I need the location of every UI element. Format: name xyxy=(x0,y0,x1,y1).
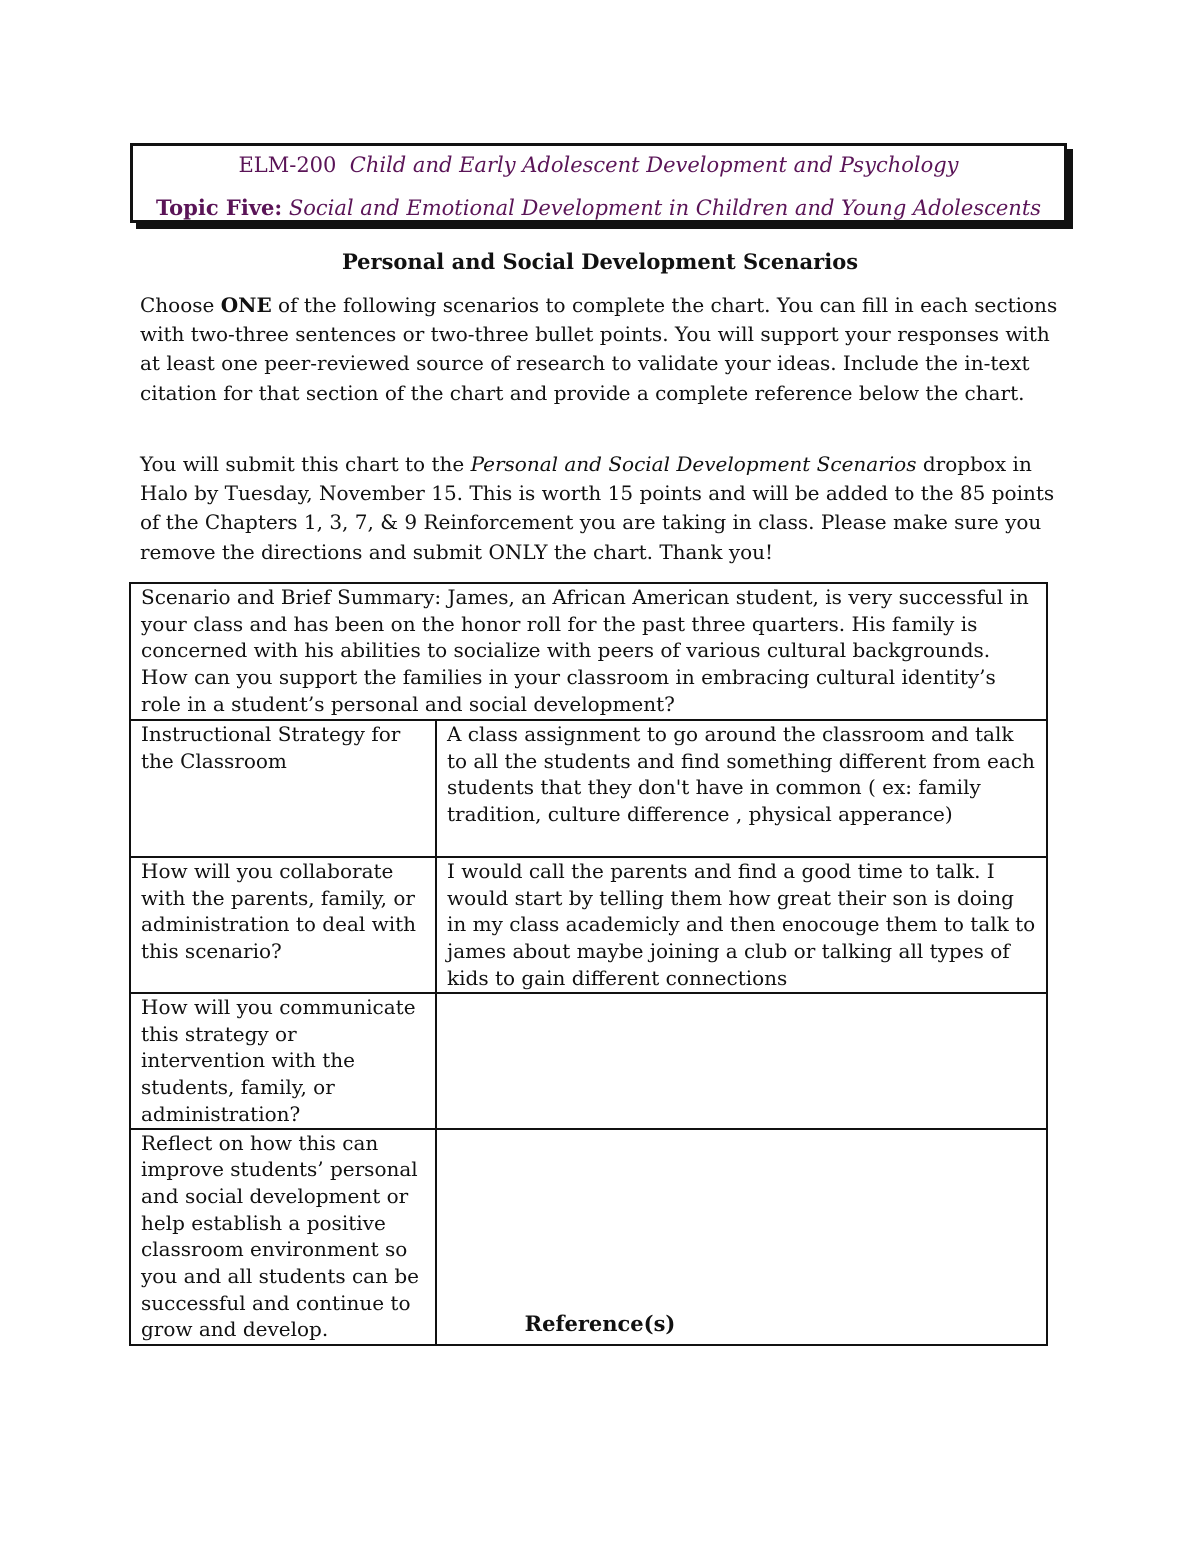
table-row xyxy=(130,720,1047,857)
document-title: Personal and Social Development Scenarios xyxy=(341,249,859,274)
collaborate-answer-cell[interactable]: I would call the parents and find a good time to talk. I would start by telling them how great their son is doing in my class academicly and then enocouge them to talk to james about maybe joining a club or talking all types of kids to gain different connections xyxy=(436,857,1047,993)
collaborate-question-cell: How will you collaborate with the parents, family, or administration to deal with this scenario? xyxy=(130,857,436,993)
course-title: Child and Early Adolescent Development and Psychology xyxy=(349,153,959,177)
communicate-question-cell: How will you communicate this strategy or intervention with the students, family, or administration? xyxy=(130,993,436,1129)
scenario-chart-table xyxy=(129,582,1048,1346)
p2-rest: dropbox in Halo by Tuesday, November 15. This is worth 15 points and will be added to the 85 points of the Chapters 1, 3, 7, & 9 Reinforcement you are taking in class. Please make sure you remove the directions and submit ONLY the chart. Thank you! xyxy=(140,452,1055,564)
topic-header-line xyxy=(133,194,1064,222)
course-header-line xyxy=(133,151,1064,179)
references-heading: Reference(s) xyxy=(524,1311,676,1336)
instructions-paragraph-2 xyxy=(140,450,1070,567)
topic-label: Topic Five: xyxy=(155,195,283,220)
strategy-question-cell: Instructional Strategy for the Classroom xyxy=(130,720,436,857)
reflect-question-cell: Reflect on how this can improve students’ personal and social development or help establish a positive classroom environment so you and all students can be successful and continue to grow and develop. xyxy=(130,1129,436,1345)
p1-rest: of the following scenarios to complete the chart. You can fill in each sections with two-three sentences or two-three bullet points. You will support your responses with at least one peer-reviewed source of research to validate your ideas. Include the in-text citation for that section of the chart and provide a complete reference below the chart. xyxy=(140,293,1058,405)
communicate-answer-cell[interactable] xyxy=(436,993,1047,1129)
course-code: ELM-200 xyxy=(238,153,337,177)
strategy-answer-cell[interactable]: A class assignment to go around the classroom and talk to all the students and find something different from each students that they don't have in common ( ex: family tradition, culture difference , physical apperance) xyxy=(436,720,1047,857)
p1-emphasis: ONE xyxy=(220,293,272,317)
table-row xyxy=(130,993,1047,1129)
instructions-paragraph-1 xyxy=(140,291,1070,408)
table-row xyxy=(130,857,1047,993)
p2-prefix: You will submit this chart to the xyxy=(140,452,471,476)
scenario-row xyxy=(130,583,1047,720)
topic-title: Social and Emotional Development in Children and Young Adolescents xyxy=(288,196,1042,220)
scenario-summary-cell: Scenario and Brief Summary: James, an African American student, is very successful in your class and has been on the honor roll for the past three quarters. His family is concerned with his abilities to socialize with peers of various cultural backgrounds. How can you support the families in your classroom in embracing cultural identity’s role in a student’s personal and social development? xyxy=(130,583,1047,720)
course-header-box xyxy=(130,143,1067,223)
p1-prefix: Choose xyxy=(140,293,221,317)
p2-dropbox-name: Personal and Social Development Scenarios xyxy=(470,452,917,476)
